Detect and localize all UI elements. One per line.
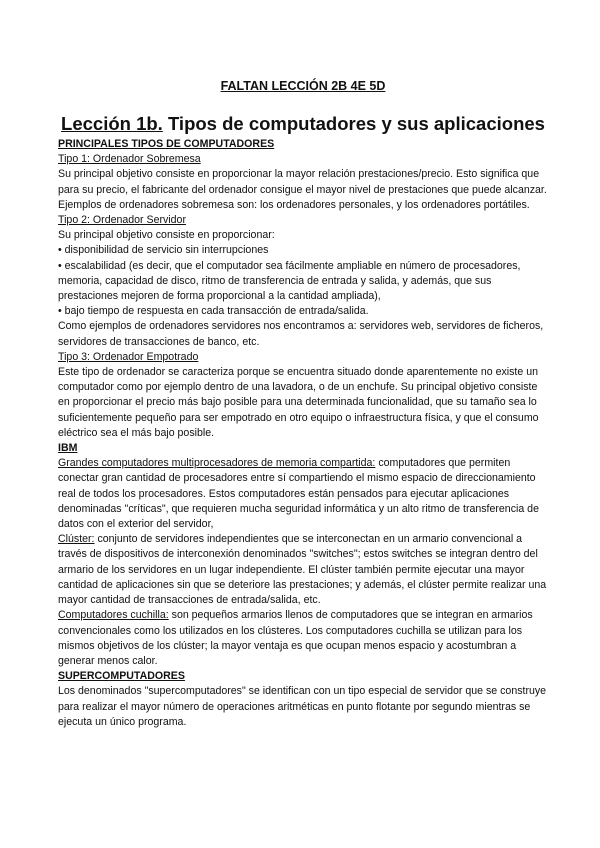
tipo3-paragraph-1: Este tipo de ordenador se caracteriza porque se encuentra situado donde aparentemente no existe un computador como por ejemplo dentro de una lavadora, o de un enchufe. Su principal objetivo consiste en proporcionar el precio más bajo posible para una determinada funcionalidad, que su tamaño sea lo suficientemente pequeño para ser empotrado en otro equipo o infraestructura física, y que el consumo eléctrico sea el más bajo posible. xyxy=(58,366,539,439)
tipo1-paragraph-1: Su principal objetivo consiste en proporcionar la mayor relación prestaciones/precio. Esto significa que para su precio, el fabricante del ordenador consigue el mayor nivel de prestaciones que puede alcanzar. xyxy=(58,168,547,196)
super-heading: SUPERCOMPUTADORES xyxy=(58,670,185,683)
tipo2-title: Tipo 2: Ordenador Servidor xyxy=(58,214,186,227)
tipo1-title: Tipo 1: Ordenador Sobremesa xyxy=(58,153,201,166)
document-page xyxy=(58,74,548,730)
grandes-term: Grandes computadores multiprocesadores de memoria compartida: xyxy=(58,457,376,470)
tipo2-paragraph-1: Su principal objetivo consiste en proporcionar: xyxy=(58,229,275,242)
top-title: FALTAN LECCIÓN 2B 4E 5D xyxy=(220,79,386,93)
lesson-number: Lección 1b. xyxy=(61,113,163,134)
cuchilla-text: son pequeños armarios llenos de computadores que se integran en armarios convencionales como los utilizados en los clústeres. Los computadores cuchilla se utilizan para los mismos objetivos de los clúster; la mayor ventaja es que ocupan menos espacio y acostumbran a generar menos calor. xyxy=(58,609,533,667)
cluster-term: Clúster: xyxy=(58,533,95,546)
cluster-text: conjunto de servidores independientes que se interconectan en un armario convencional a través de dispositivos de interconexión denominados "switches"; estos switches se integran dentro del armario de los servidores en un lugar independiente. El clúster también permite ejecutar una mayor cantidad de aplicaciones sin que se deteriore las prestaciones; y además, el clúster permite realizar una mayor cantidad de transacciones de entrada/salida, etc. xyxy=(58,533,547,607)
super-paragraph-1: Los denominados "supercomputadores" se identifican con un tipo especial de servidor que se construye para realizar el mayor número de operaciones aritméticas en punto flotante por segundo mientras se ejecuta un único programa. xyxy=(58,685,547,728)
lesson-title xyxy=(58,113,548,135)
tipo2-paragraph-2: Como ejemplos de ordenadores servidores nos encontramos a: servidores web, servidores de ficheros, servidores de transacciones de banco, etc. xyxy=(58,320,544,348)
ibm-cluster-paragraph xyxy=(58,532,548,608)
tipo3-title: Tipo 3: Ordenador Empotrado xyxy=(58,350,199,363)
tipo2-bullet-1: • disponibilidad de servicio sin interrupciones xyxy=(58,244,269,257)
ibm-heading: IBM xyxy=(58,442,78,455)
tipo2-bullet-3: • bajo tiempo de respuesta en cada transacción de entrada/salida. xyxy=(58,305,369,318)
cuchilla-term: Computadores cuchilla: xyxy=(58,609,169,622)
tipo2-bullet-2: • escalabilidad (es decir, que el computador sea fácilmente ampliable en número de procesadores, memoria, capacidad de disco, ritmo de transferencia de entrada y salida, y además, que sus prestaciones mejoren de forma proporcional a la cantidad ampliada), xyxy=(58,259,521,303)
ibm-cuchilla-paragraph xyxy=(58,608,548,669)
ibm-grandes-paragraph xyxy=(58,456,548,532)
main-heading: PRINCIPALES TIPOS DE COMPUTADORES xyxy=(58,138,275,150)
tipo1-paragraph-2: Ejemplos de ordenadores sobremesa son: los ordenadores personales, y los ordenadores portátiles. xyxy=(58,198,530,211)
grandes-text: computadores que permiten conectar gran cantidad de procesadores entre sí compartiendo el mismo espacio de direccionamiento real de todos los procesadores. Estos computadores están pensados para ejecutar aplicaciones denominadas "críticas", que requieren mucha seguridad informática y un alto ritmo de transferencia de datos con el exterior del servidor, xyxy=(58,457,539,531)
lesson-title-text: Tipos de computadores y sus aplicaciones xyxy=(162,113,545,134)
